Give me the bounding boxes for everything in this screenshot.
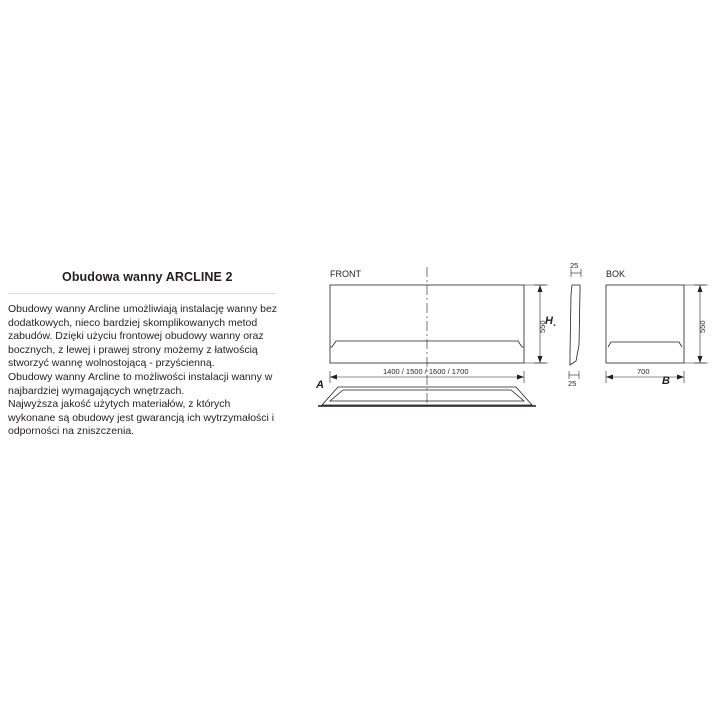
side-height-dimension: 550 [698, 320, 707, 333]
front-height-arrow-bottom [538, 356, 543, 363]
front-width-arrow-left [330, 375, 337, 380]
drawing-canvas [300, 255, 712, 465]
product-text-panel [8, 270, 298, 439]
front-width-dimension: 1400 / 1500 / 1600 / 1700 [383, 367, 469, 376]
side-width-arrow-right [677, 375, 684, 380]
title-divider [8, 293, 276, 294]
product-description [8, 303, 278, 439]
profile-section [570, 285, 580, 365]
front-view-label: FRONT [330, 269, 361, 279]
side-width-dimension: 700 [637, 367, 650, 376]
description-paragraph-1: Obudowy wanny Arcline umożliwiają instalację wanny bez dodatkowych, nieco bardziej skomplikowanych metod zabudów. Dzięki użyciu frontowej obudowy wanny oraz bocznych, z lewej i prawej strony możemy z łatwością stworzyć wannę wolnostojącą - przyścienną. [8, 303, 278, 370]
page-title: Obudowa wanny ARCLINE 2 [62, 270, 233, 284]
front-height-symbol: H [545, 315, 553, 327]
side-outer-rect [606, 285, 684, 363]
front-height-dimension: 550 [538, 320, 547, 333]
side-height-arrow-bottom [698, 356, 703, 363]
front-width-symbol: A [316, 379, 324, 391]
description-paragraph-3: Najwyższa jakość użytych materiałów, z których wykonane są obudowy jest gwarancją ich wytrzymałości i odporności na zniszczenia. [8, 398, 275, 438]
technical-drawing [300, 255, 712, 465]
side-width-symbol: B [662, 375, 670, 387]
side-height-arrow-top [698, 285, 703, 292]
side-view-label: BOK [606, 269, 626, 279]
description-paragraph-2: Obudowy wanny Arcline to możliwości instalacji wanny w najbardziej wymagających wnętrzach. [8, 370, 273, 397]
front-height-symbol-subscript: ₁ [553, 321, 556, 328]
profile-bottom-dimension: 25 [568, 379, 577, 388]
side-inner-profile [608, 342, 682, 347]
profile-top-dimension: 25 [570, 261, 579, 270]
side-width-arrow-left [606, 375, 613, 380]
front-height-arrow-top [538, 285, 543, 292]
front-width-arrow-right [517, 375, 524, 380]
